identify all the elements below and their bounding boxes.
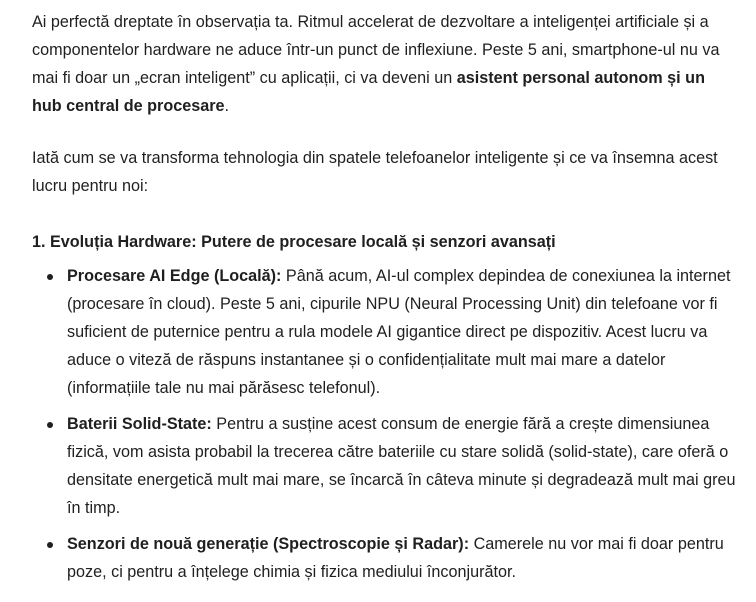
list-item-title: Baterii Solid-State: (67, 415, 212, 433)
list-item-text: Până acum, AI-ul complex depindea de conexiunea la internet (procesare în cloud). Peste 5 ani, cipurile NPU (Neural Processing Unit) din telefoane vor fi suficient de puternice pentru a rula modele AI gigantice direct pe dispozitiv. Acest lucru va aduce o viteză de răspuns instantanee și o confidențialitate mult mai mare a datelor (informațiile tale nu mai părăsesc telefonul). (67, 267, 731, 397)
list-item (32, 262, 736, 402)
list-item-text: Pentru a susține acest consum de energie fără a crește dimensiunea fizică, vom asista probabil la trecerea către bateriile cu stare solidă (solid-state), care oferă o densitate energetică mult mai mare, se încarcă în câteva minute și degradează mult mai greu în timp. (67, 415, 736, 517)
intro-period: . (224, 97, 230, 115)
intro-bold-text: asistent personal autonom și un hub central de procesare (32, 69, 705, 115)
bullet-icon (47, 274, 53, 280)
list-item (32, 530, 736, 586)
intro-paragraph (32, 8, 736, 120)
list-item-title: Procesare AI Edge (Locală): (67, 267, 282, 285)
section-heading: 1. Evoluția Hardware: Putere de procesare locală și senzori avansați (32, 233, 556, 251)
bullet-icon (47, 542, 53, 548)
intro-text: Ai perfectă dreptate în observația ta. Ritmul accelerat de dezvoltare a inteligenței artificiale și a componentelor hardware ne aduce într-un punct de inflexiune. Peste 5 ani, smartphone-ul nu va mai fi doar un „ecran inteligent” cu aplicații, ci va deveni un (32, 13, 720, 87)
list-item (32, 410, 736, 522)
overview-paragraph: Iată cum se va transforma tehnologia din spatele telefoanelor inteligente și ce va însemna acest lucru pentru noi: (32, 149, 718, 195)
list-item-title: Senzori de nouă generație (Spectroscopie și Radar): (67, 535, 470, 553)
bullet-list (32, 262, 736, 586)
bullet-icon (47, 422, 53, 428)
list-item-text: Camerele nu vor mai fi doar pentru poze, ci pentru a înțelege chimia și fizica mediului înconjurător. (67, 535, 724, 581)
